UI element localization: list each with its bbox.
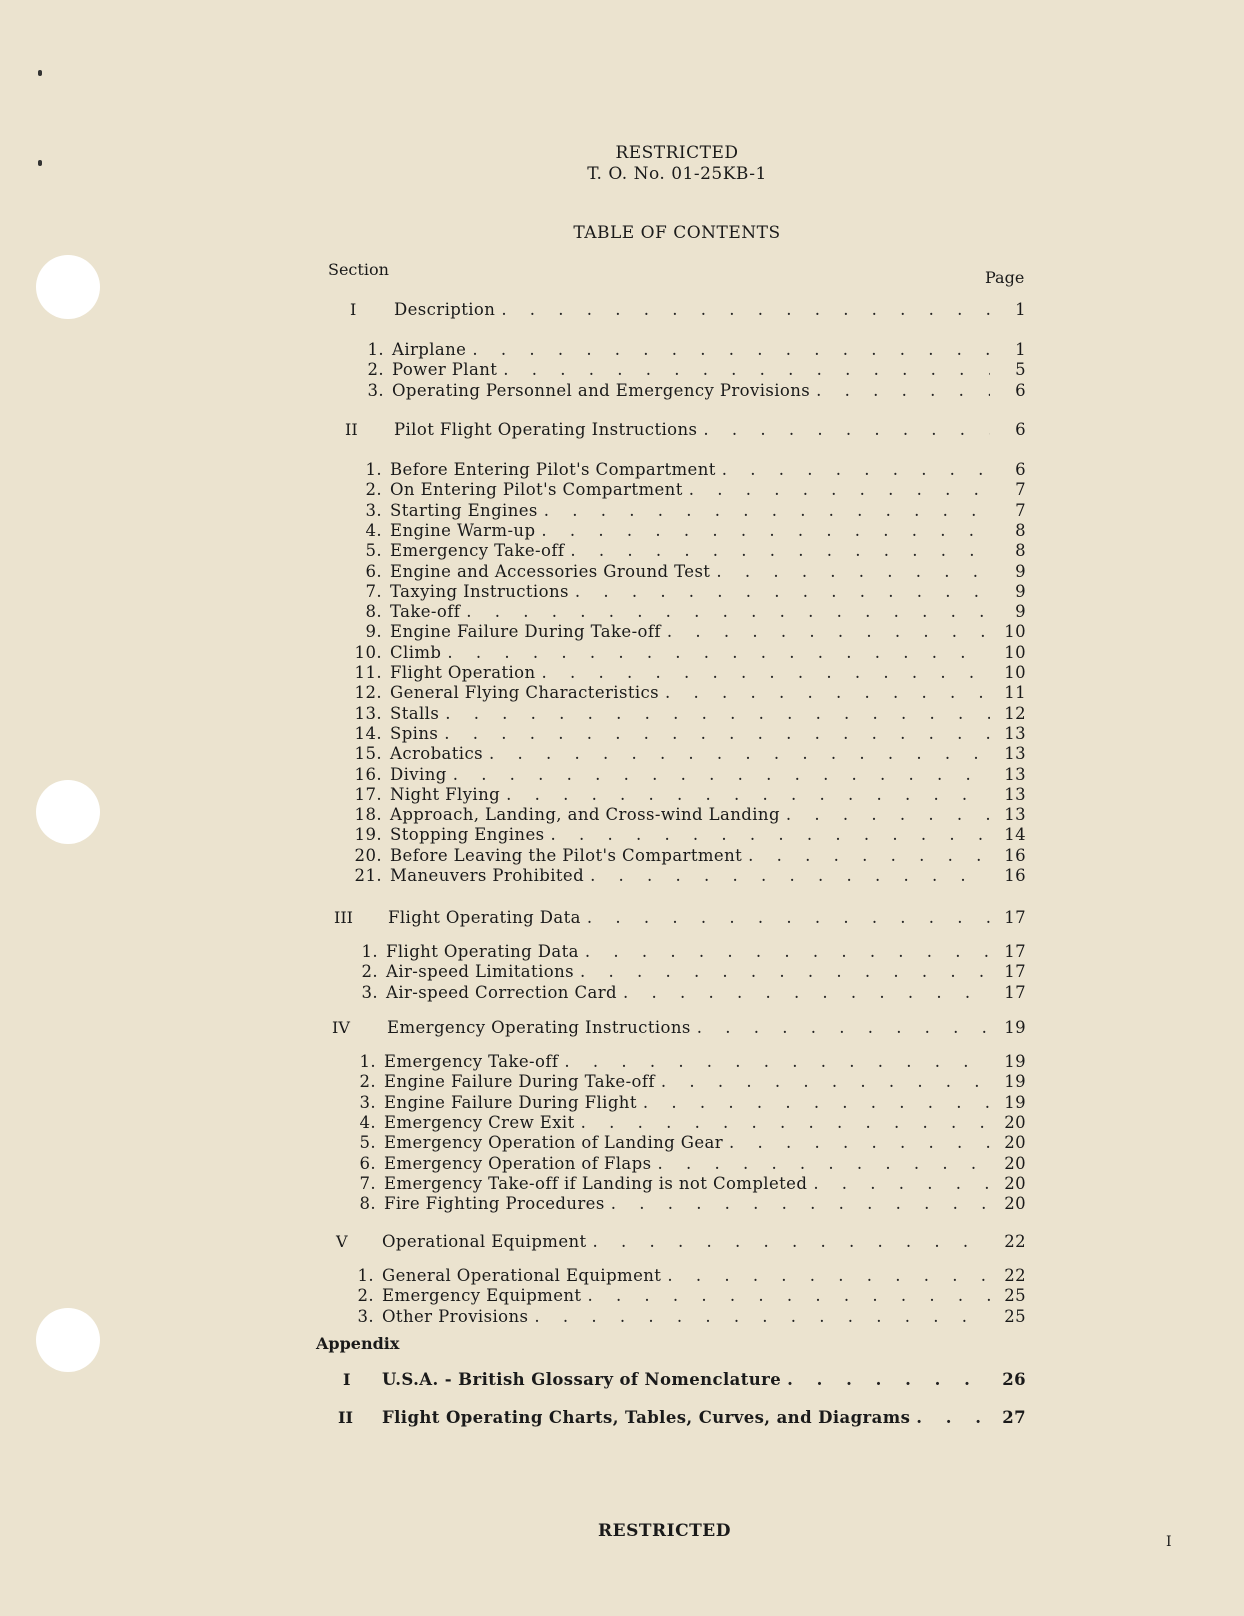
toc-item-row[interactable] [354, 340, 1026, 359]
item-page: 7 [1015, 500, 1026, 520]
item-title: Flight Operation [390, 663, 536, 682]
item-title: Emergency Take-off [384, 1052, 559, 1071]
item-title: Night Flying [390, 784, 501, 804]
item-title: Flight Operating Data [386, 942, 579, 961]
page-number: I [1166, 1534, 1172, 1550]
section-numeral: V [336, 1232, 348, 1251]
appendix-row[interactable] [382, 1370, 1026, 1389]
classification-header: RESTRICTED [615, 143, 739, 163]
item-number: 7. [365, 581, 382, 601]
toc-item-row[interactable] [352, 765, 1026, 784]
item-title: Operating Personnel and Emergency Provisions [392, 380, 811, 400]
section-page: 1 [1015, 300, 1026, 319]
item-number: 15. [354, 744, 382, 764]
dot-leader [787, 1370, 990, 1389]
dot-leader [447, 643, 990, 662]
item-number: 3. [367, 380, 384, 400]
toc-item-row[interactable] [352, 460, 1026, 479]
dot-leader [453, 765, 990, 784]
item-title: Engine Failure During Take-off [390, 622, 661, 642]
item-page: 8 [1015, 520, 1026, 540]
toc-item-row[interactable] [346, 1072, 1026, 1091]
item-title: Stopping Engines [390, 825, 545, 845]
item-title: Starting Engines [390, 500, 538, 520]
dot-leader [472, 340, 990, 359]
item-number: 14. [354, 723, 382, 743]
item-page: 7 [1015, 480, 1026, 500]
item-page: 6 [1015, 380, 1026, 400]
section-page: 6 [1015, 420, 1026, 439]
toc-item-row[interactable] [352, 521, 1026, 540]
item-page: 19 [1004, 1092, 1026, 1112]
punch-hole [36, 1308, 100, 1372]
item-title: Take-off [390, 602, 461, 622]
dot-leader [703, 420, 990, 439]
item-number: 5. [365, 541, 382, 561]
item-page: 9 [1015, 602, 1026, 622]
item-title: Other Provisions [382, 1306, 529, 1326]
section-numeral: II [345, 420, 358, 439]
item-page: 9 [1015, 561, 1026, 581]
item-page: 25 [1004, 1286, 1026, 1306]
section-title: Description [394, 300, 496, 319]
toc-item-row[interactable] [346, 1154, 1026, 1173]
toc-item-row[interactable] [352, 744, 1026, 763]
toc-item-row[interactable] [352, 501, 1026, 520]
dot-leader [729, 1133, 990, 1152]
toc-item-row[interactable] [352, 704, 1026, 723]
appendix-label: Appendix [316, 1334, 400, 1353]
appendix-title: U.S.A. - British Glossary of Nomenclature [382, 1370, 782, 1389]
item-number: 1. [365, 460, 382, 479]
toc-section-row[interactable] [394, 300, 1026, 319]
item-page: 16 [1004, 845, 1026, 865]
dot-leader [506, 785, 990, 804]
toc-item-row[interactable] [352, 683, 1026, 702]
item-number: 1. [361, 942, 378, 961]
item-page: 11 [1004, 683, 1026, 703]
item-page: 20 [1004, 1173, 1026, 1193]
dot-leader [623, 983, 990, 1002]
toc-item-row[interactable] [352, 562, 1026, 581]
toc-section-row[interactable] [387, 1018, 1026, 1037]
item-page: 10 [1004, 642, 1026, 662]
item-number: 6. [365, 561, 382, 581]
toc-item-row[interactable] [352, 643, 1026, 662]
item-number: 2. [357, 1286, 374, 1306]
toc-item-row[interactable] [346, 1093, 1026, 1112]
toc-item-row[interactable] [352, 663, 1026, 682]
item-page: 20 [1004, 1153, 1026, 1173]
item-number: 2. [365, 480, 382, 500]
dot-leader [661, 1072, 990, 1091]
section-numeral: IV [332, 1018, 350, 1037]
toc-section-row[interactable] [382, 1232, 1026, 1251]
item-page: 5 [1015, 360, 1026, 380]
dot-leader [585, 942, 990, 961]
item-page: 9 [1015, 581, 1026, 601]
item-page: 16 [1004, 866, 1026, 885]
classification-footer: RESTRICTED [598, 1521, 731, 1541]
toc-item-row[interactable] [352, 825, 1026, 844]
toc-item-row[interactable] [346, 1133, 1026, 1152]
dot-leader [816, 381, 990, 400]
item-number: 4. [359, 1112, 376, 1132]
section-page: 19 [1004, 1018, 1026, 1037]
item-number: 8. [359, 1194, 376, 1214]
item-page: 19 [1004, 1052, 1026, 1071]
item-page: 17 [1004, 982, 1026, 1002]
item-title: Engine Failure During Take-off [384, 1072, 655, 1092]
appendix-numeral: I [343, 1370, 351, 1389]
item-title: Power Plant [392, 360, 498, 380]
toc-item-row[interactable] [354, 381, 1026, 400]
item-number: 12. [354, 683, 382, 703]
item-title: Spins [390, 723, 439, 743]
dot-leader [665, 683, 990, 702]
toc-item-row[interactable] [352, 541, 1026, 560]
item-number: 18. [354, 805, 382, 825]
item-number: 9. [365, 622, 382, 642]
dot-leader [593, 1232, 990, 1251]
item-number: 17. [354, 784, 382, 804]
toc-title: TABLE OF CONTENTS [573, 223, 781, 243]
item-title: Emergency Operation of Landing Gear [384, 1133, 724, 1153]
section-column-label: Section [328, 260, 389, 279]
toc-item-row[interactable] [346, 1194, 1026, 1213]
dot-leader [575, 582, 990, 601]
dot-leader [657, 1154, 990, 1173]
item-title: Taxying Instructions [390, 581, 569, 601]
dot-leader [542, 663, 990, 682]
appendix-numeral: II [338, 1408, 353, 1427]
dot-leader [748, 846, 990, 865]
dot-leader [667, 1266, 990, 1285]
item-page: 13 [1004, 744, 1026, 764]
item-title: Maneuvers Prohibited [390, 866, 585, 885]
toc-item-row[interactable] [352, 846, 1026, 865]
section-title: Emergency Operating Instructions [387, 1018, 691, 1037]
dot-leader [503, 360, 990, 379]
toc-item-row[interactable] [352, 866, 1026, 885]
dot-leader [466, 602, 990, 621]
dot-leader [550, 825, 990, 844]
dot-leader [541, 521, 990, 540]
section-numeral: III [334, 908, 353, 927]
item-number: 4. [365, 520, 382, 540]
item-title: Before Leaving the Pilot's Compartment [390, 845, 743, 865]
item-title: Engine Failure During Flight [384, 1092, 637, 1112]
dot-leader [445, 704, 990, 723]
item-title: Diving [390, 764, 447, 784]
item-number: 5. [359, 1133, 376, 1153]
item-page: 20 [1004, 1133, 1026, 1153]
item-page: 25 [1004, 1306, 1026, 1326]
item-number: 8. [365, 602, 382, 622]
dot-leader [689, 480, 990, 499]
item-number: 1. [357, 1266, 374, 1285]
item-page: 17 [1004, 942, 1026, 961]
item-title: Emergency Crew Exit [384, 1112, 575, 1132]
dot-leader [643, 1093, 990, 1112]
appendix-page: 26 [1002, 1370, 1026, 1389]
appendix-title: Flight Operating Charts, Tables, Curves, and Diagrams [382, 1408, 911, 1427]
dot-leader [564, 1052, 990, 1071]
toc-item-row[interactable] [352, 582, 1026, 601]
section-page: 17 [1004, 908, 1026, 927]
item-title: Air-speed Correction Card [386, 982, 617, 1002]
dot-leader [916, 1408, 990, 1427]
item-title: Emergency Equipment [382, 1286, 582, 1306]
item-page: 6 [1015, 460, 1026, 479]
toc-item-row[interactable] [354, 360, 1026, 379]
appendix-page: 27 [1002, 1408, 1026, 1427]
item-title: Emergency Take-off if Landing is not Completed [384, 1173, 808, 1193]
toc-item-row[interactable] [352, 785, 1026, 804]
item-number: 3. [357, 1306, 374, 1326]
item-number: 6. [359, 1153, 376, 1173]
item-number: 3. [365, 500, 382, 520]
item-number: 2. [361, 962, 378, 982]
item-title: General Operational Equipment [382, 1266, 662, 1285]
dot-leader [444, 724, 990, 743]
item-title: Emergency Take-off [390, 541, 565, 561]
dot-leader [611, 1194, 990, 1213]
item-title: Fire Fighting Procedures [384, 1194, 605, 1214]
item-page: 17 [1004, 962, 1026, 982]
item-title: Airplane [392, 340, 467, 359]
section-page: 22 [1004, 1232, 1026, 1251]
toc-item-row[interactable] [348, 962, 1026, 981]
item-page: 8 [1015, 541, 1026, 561]
item-title: Emergency Operation of Flaps [384, 1153, 652, 1173]
item-title: Climb [390, 642, 442, 662]
dot-leader [544, 501, 990, 520]
tech-order-number: T. O. No. 01-25KB-1 [587, 164, 767, 184]
item-page: 19 [1004, 1072, 1026, 1092]
item-title: General Flying Characteristics [390, 683, 660, 703]
section-numeral: I [350, 300, 357, 319]
dot-leader [716, 562, 990, 581]
toc-item-row[interactable] [352, 480, 1026, 499]
dot-leader [570, 541, 990, 560]
item-number: 3. [359, 1092, 376, 1112]
item-number: 16. [354, 764, 382, 784]
dot-leader [697, 1018, 990, 1037]
appendix-row[interactable] [382, 1408, 1026, 1427]
toc-item-row[interactable] [346, 1052, 1026, 1071]
toc-item-row[interactable] [344, 1286, 1026, 1305]
item-title: On Entering Pilot's Compartment [390, 480, 683, 500]
item-page: 12 [1004, 703, 1026, 723]
dot-leader [722, 460, 990, 479]
item-page: 10 [1004, 622, 1026, 642]
item-number: 13. [354, 703, 382, 723]
toc-section-row[interactable] [388, 908, 1026, 927]
item-title: Before Entering Pilot's Compartment [390, 460, 716, 479]
item-number: 21. [354, 866, 382, 885]
item-number: 1. [367, 340, 384, 359]
item-number: 11. [354, 663, 382, 682]
item-page: 20 [1004, 1112, 1026, 1132]
dot-leader [580, 962, 990, 981]
item-title: Engine and Accessories Ground Test [390, 561, 711, 581]
toc-item-row[interactable] [348, 983, 1026, 1002]
dot-leader [587, 1286, 990, 1305]
item-number: 2. [367, 360, 384, 380]
dot-leader [667, 622, 990, 641]
toc-item-row[interactable] [352, 602, 1026, 621]
toc-item-row[interactable] [348, 942, 1026, 961]
item-page: 13 [1004, 764, 1026, 784]
item-title: Engine Warm-up [390, 520, 536, 540]
dot-leader [590, 866, 990, 885]
item-number: 3. [361, 982, 378, 1002]
item-page: 14 [1004, 825, 1026, 845]
punch-hole [36, 255, 100, 319]
item-page: 22 [1004, 1266, 1026, 1285]
item-title: Stalls [390, 703, 440, 723]
item-page: 20 [1004, 1194, 1026, 1214]
toc-item-row[interactable] [352, 622, 1026, 641]
dot-leader [581, 1113, 990, 1132]
toc-item-row[interactable] [352, 724, 1026, 743]
dot-leader [501, 300, 990, 319]
page-column-label: Page [985, 268, 1025, 287]
item-number: 1. [359, 1052, 376, 1071]
toc-item-row[interactable] [344, 1266, 1026, 1285]
dot-leader [489, 744, 990, 763]
dot-leader [534, 1307, 990, 1326]
item-page: 13 [1004, 723, 1026, 743]
dot-leader [587, 908, 990, 927]
item-page: 1 [1015, 340, 1026, 359]
toc-item-row[interactable] [346, 1113, 1026, 1132]
section-title: Pilot Flight Operating Instructions [394, 420, 698, 439]
section-title: Flight Operating Data [388, 908, 581, 927]
item-number: 19. [354, 825, 382, 845]
speck-mark [38, 70, 42, 76]
item-page: 13 [1004, 784, 1026, 804]
toc-item-row[interactable] [352, 805, 1026, 824]
dot-leader [813, 1174, 990, 1193]
item-page: 10 [1004, 663, 1026, 682]
toc-item-row[interactable] [346, 1174, 1026, 1193]
dot-leader [786, 805, 990, 824]
item-number: 2. [359, 1072, 376, 1092]
item-title: Acrobatics [390, 744, 483, 764]
item-title: Approach, Landing, and Cross-wind Landing [390, 805, 780, 825]
item-number: 10. [354, 642, 382, 662]
section-title: Operational Equipment [382, 1232, 587, 1251]
item-number: 20. [354, 845, 382, 865]
item-number: 7. [359, 1173, 376, 1193]
item-page: 13 [1004, 805, 1026, 825]
toc-section-row[interactable] [394, 420, 1026, 439]
punch-hole [36, 780, 100, 844]
toc-item-row[interactable] [344, 1307, 1026, 1326]
item-title: Air-speed Limitations [386, 962, 574, 982]
